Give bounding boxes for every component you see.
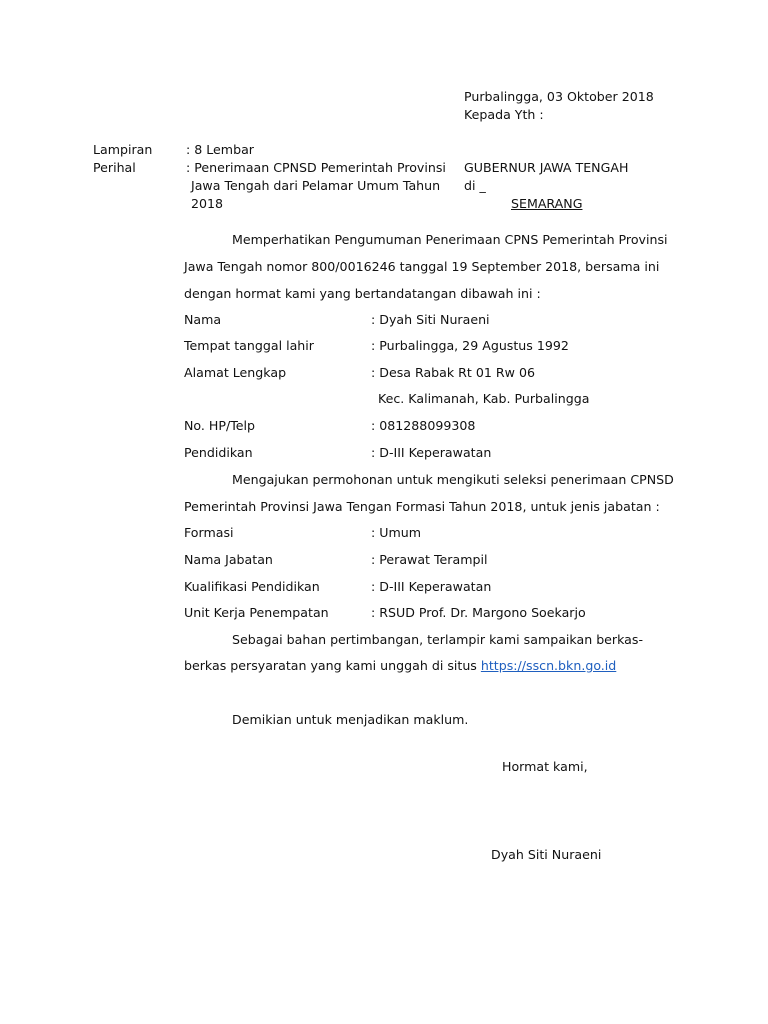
applicant-value-hp: : 081288099308 <box>371 418 476 433</box>
applicant-label-ttl: Tempat tanggal lahir <box>184 338 314 353</box>
applicant-label-pendidikan: Pendidikan <box>184 445 253 460</box>
request-line-2: Pemerintah Provinsi Jawa Tengan Formasi Tahun 2018, untuk jenis jabatan : <box>184 499 660 514</box>
position-label-formasi: Formasi <box>184 525 234 540</box>
place-date: Purbalingga, 03 Oktober 2018 <box>464 89 654 104</box>
position-value-jabatan: : Perawat Terampil <box>371 552 488 567</box>
perihal-label: Perihal <box>93 160 136 175</box>
attach-line-2 <box>184 657 616 675</box>
applicant-label-nama: Nama <box>184 312 222 327</box>
lampiran-label: Lampiran <box>93 142 153 157</box>
signature-greeting: Hormat kami, <box>502 759 588 774</box>
position-value-unit: : RSUD Prof. Dr. Margono Soekarjo <box>371 605 586 620</box>
applicant-value-alamat: : Desa Rabak Rt 01 Rw 06 <box>371 365 535 380</box>
position-label-kualifikasi: Kualifikasi Pendidikan <box>184 579 320 594</box>
intro-line-3: dengan hormat kami yang bertandatangan dibawah ini : <box>184 286 541 301</box>
perihal-line-1: : Penerimaan CPNSD Pemerintah Provinsi <box>186 160 446 175</box>
applicant-value-ttl: : Purbalingga, 29 Agustus 1992 <box>371 338 569 353</box>
position-label-jabatan: Nama Jabatan <box>184 552 273 567</box>
lampiran-value: : 8 Lembar <box>186 142 254 157</box>
applicant-label-hp: No. HP/Telp <box>184 418 256 433</box>
attach-line-2-text: berkas persyaratan yang kami unggah di situs <box>184 658 481 673</box>
request-line-1: Mengajukan permohonan untuk mengikuti seleksi penerimaan CPNSD <box>232 472 674 487</box>
perihal-line-2: Jawa Tengah dari Pelamar Umum Tahun <box>191 178 441 193</box>
sscn-link[interactable]: https://sscn.bkn.go.id <box>480 658 617 673</box>
signature-name: Dyah Siti Nuraeni <box>491 847 602 862</box>
applicant-label-alamat: Alamat Lengkap <box>184 365 287 380</box>
kepada-yth: Kepada Yth : <box>464 107 544 122</box>
intro-line-2: Jawa Tengah nomor 800/0016246 tanggal 19 September 2018, bersama ini <box>184 259 660 274</box>
addressee-di: di _ <box>464 178 486 193</box>
position-value-kualifikasi: : D-III Keperawatan <box>371 579 492 594</box>
addressee-name: GUBERNUR JAWA TENGAH <box>464 160 629 175</box>
addressee-city: SEMARANG <box>511 196 583 211</box>
applicant-value-pendidikan: : D-III Keperawatan <box>371 445 492 460</box>
closing-text: Demikian untuk menjadikan maklum. <box>232 712 469 727</box>
position-value-formasi: : Umum <box>371 525 421 540</box>
perihal-line-3: 2018 <box>191 196 224 211</box>
applicant-value-nama: : Dyah Siti Nuraeni <box>371 312 490 327</box>
position-label-unit: Unit Kerja Penempatan <box>184 605 329 620</box>
applicant-value-alamat-line-2: Kec. Kalimanah, Kab. Purbalingga <box>378 391 590 406</box>
intro-line-1: Memperhatikan Pengumuman Penerimaan CPNS Pemerintah Provinsi <box>232 232 668 247</box>
attach-line-1: Sebagai bahan pertimbangan, terlampir kami sampaikan berkas- <box>232 632 644 647</box>
